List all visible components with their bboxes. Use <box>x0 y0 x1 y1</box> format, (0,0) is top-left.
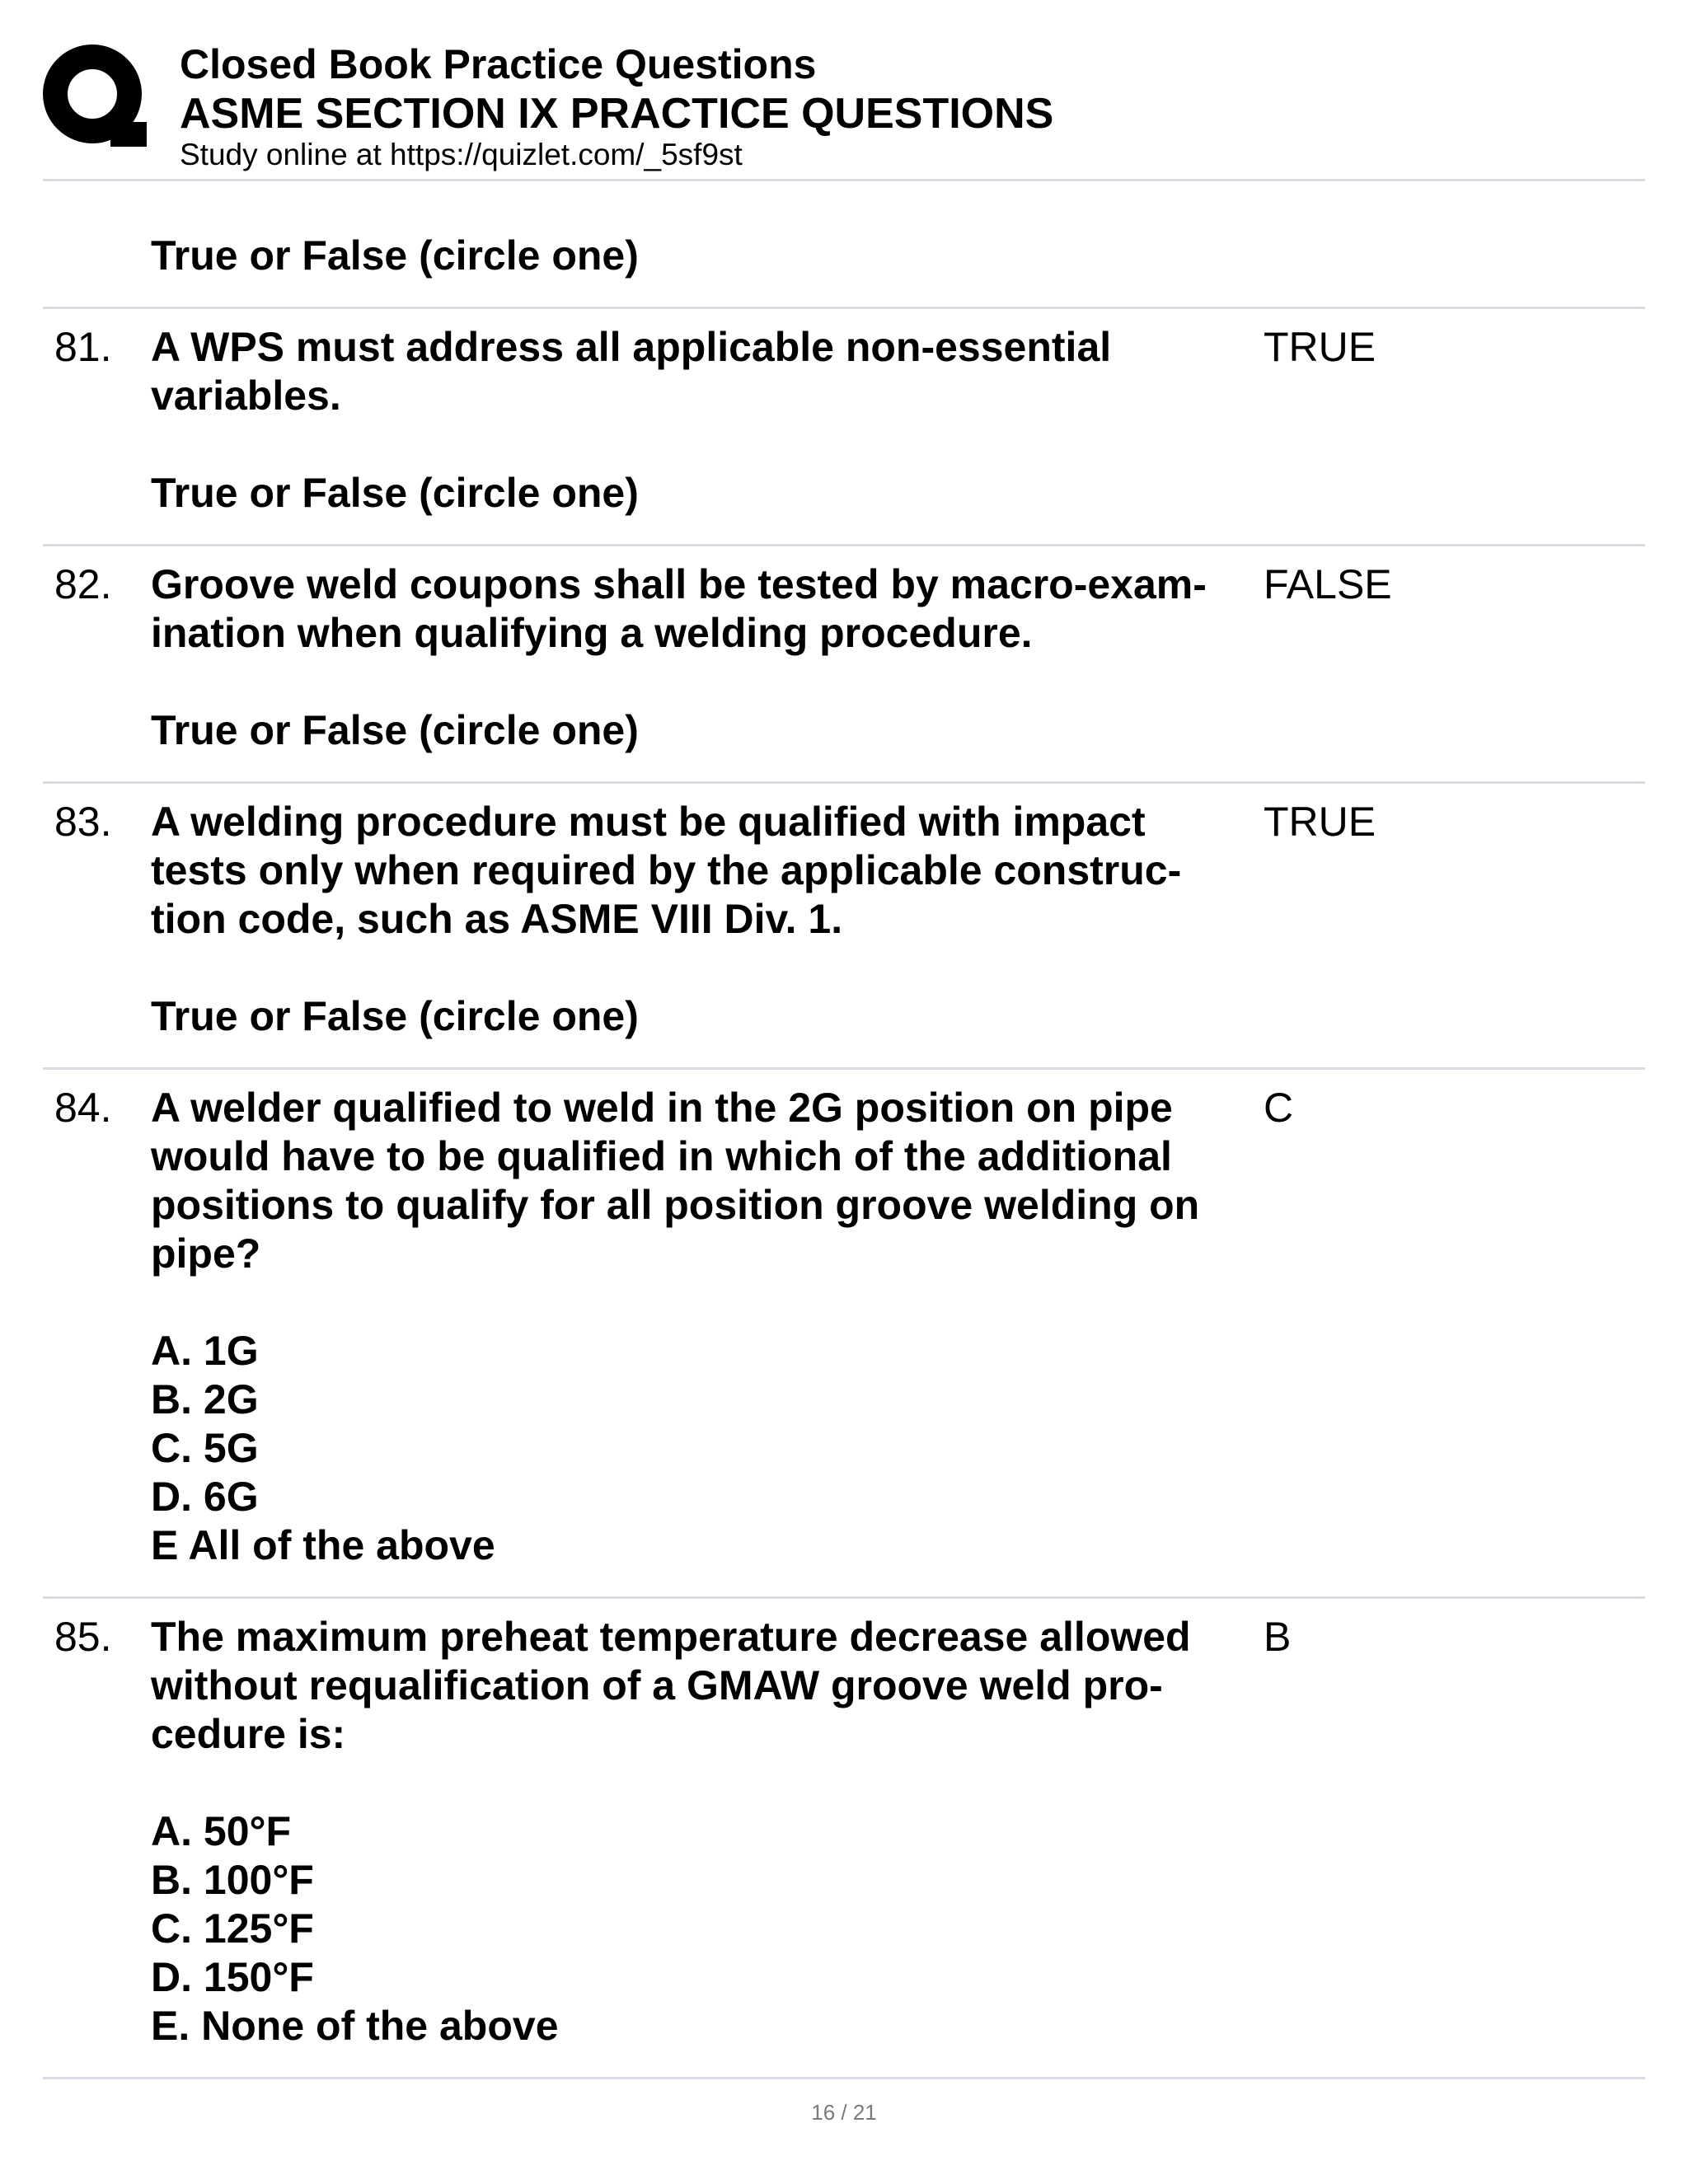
document-subtitle: ASME SECTION IX PRACTICE QUESTIONS <box>180 90 1054 138</box>
answer-option: B. 2G <box>151 1376 259 1422</box>
question-text <box>151 323 1255 518</box>
quizlet-q-logo-icon <box>43 43 148 150</box>
question-line: A welder qualified to weld in the 2G position on pipe <box>151 1085 1173 1131</box>
answer-option: E All of the above <box>151 1522 495 1568</box>
answer-option: C. 5G <box>151 1425 259 1471</box>
previous-question-prompt: True or False (circle one) <box>151 232 639 279</box>
question-text <box>151 798 1255 1041</box>
question-divider <box>43 781 1645 784</box>
answer: B <box>1264 1614 1292 1660</box>
question-line: A WPS must address all applicable non-essential <box>151 324 1112 370</box>
answer-option: E. None of the above <box>151 2003 559 2049</box>
question-divider <box>43 1067 1645 1070</box>
answer: TRUE <box>1264 799 1376 845</box>
question-text <box>151 1613 1255 2050</box>
question-number: 83. <box>54 799 112 845</box>
question-number: 85. <box>54 1614 112 1660</box>
true-false-prompt: True or False (circle one) <box>151 993 639 1039</box>
question-divider <box>43 307 1645 309</box>
question-line: ination when qualifying a welding procedure. <box>151 610 1033 656</box>
question-line: A welding procedure must be qualified with impact <box>151 799 1146 845</box>
question-number: 81. <box>54 324 112 370</box>
answer-option: D. 6G <box>151 1474 259 1520</box>
question-number: 82. <box>54 561 112 607</box>
question-line: positions to qualify for all position groove welding on <box>151 1182 1200 1228</box>
answer: TRUE <box>1264 324 1376 370</box>
study-online-link[interactable]: Study online at https://quizlet.com/_5sf9st <box>180 138 743 171</box>
answer-option: A. 50°F <box>151 1808 292 1854</box>
question-line: tests only when required by the applicable construc- <box>151 847 1182 893</box>
answer-option: C. 125°F <box>151 1905 314 1952</box>
question-number: 84. <box>54 1085 112 1131</box>
question-line: cedure is: <box>151 1711 346 1757</box>
question-text <box>151 1084 1255 1570</box>
question-line: pipe? <box>151 1230 261 1277</box>
footer-divider <box>43 2077 1645 2079</box>
question-divider <box>43 544 1645 546</box>
question-line: tion code, such as ASME VIII Div. 1. <box>151 896 843 942</box>
answer: FALSE <box>1264 561 1392 607</box>
question-line: without requalification of a GMAW groove weld pro- <box>151 1662 1163 1708</box>
question-text <box>151 560 1255 755</box>
document-title: Closed Book Practice Questions <box>180 41 817 87</box>
true-false-prompt: True or False (circle one) <box>151 707 639 753</box>
document-header <box>0 0 1688 181</box>
question-line: The maximum preheat temperature decrease allowed <box>151 1614 1191 1660</box>
answer: C <box>1264 1085 1294 1131</box>
answer-option: D. 150°F <box>151 1954 314 2000</box>
page-indicator: 16 / 21 <box>811 2100 877 2125</box>
answer-option: A. 1G <box>151 1328 259 1374</box>
true-false-prompt: True or False (circle one) <box>151 470 639 516</box>
question-line: variables. <box>151 373 341 419</box>
question-divider <box>43 1596 1645 1599</box>
answer-option: B. 100°F <box>151 1857 314 1903</box>
header-divider <box>43 179 1645 181</box>
question-line: Groove weld coupons shall be tested by macro-exam- <box>151 561 1207 607</box>
question-line: would have to be qualified in which of the additional <box>151 1133 1172 1179</box>
